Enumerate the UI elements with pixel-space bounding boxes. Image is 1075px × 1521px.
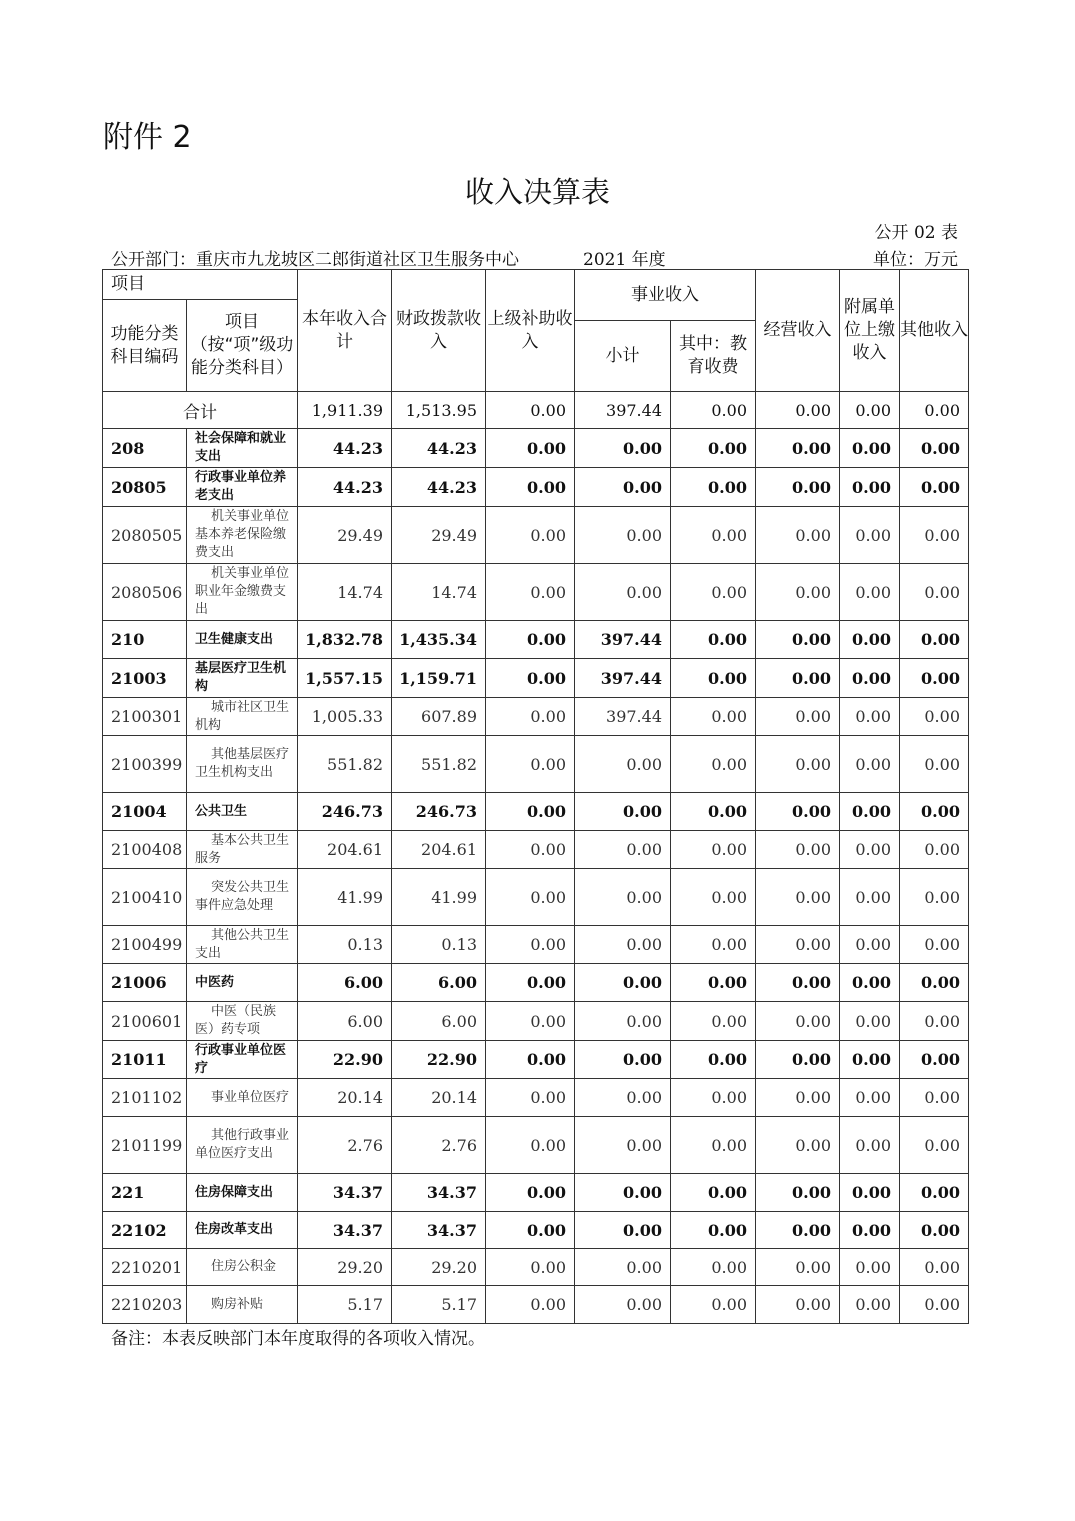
- row-code: 2080505: [103, 507, 187, 564]
- row-value: 0.00: [575, 964, 671, 1002]
- total-value: 0.00: [486, 392, 575, 429]
- row-value: 0.00: [840, 736, 900, 793]
- table-row: [103, 1117, 969, 1174]
- row-value: 0.00: [756, 429, 840, 468]
- row-value: 0.00: [671, 831, 756, 869]
- row-name: 社会保障和就业支出: [187, 429, 298, 468]
- row-code: 2101102: [103, 1079, 187, 1117]
- row-value: 0.00: [486, 1079, 575, 1117]
- row-value: 0.00: [486, 964, 575, 1002]
- row-value: 0.00: [671, 1286, 756, 1324]
- table-body: [103, 270, 969, 1324]
- row-value: 0.00: [671, 736, 756, 793]
- row-code: 21003: [103, 659, 187, 698]
- row-name: 机关事业单位职业年金缴费支出: [187, 564, 298, 621]
- row-value: 0.00: [575, 1079, 671, 1117]
- row-value: 0.00: [900, 564, 969, 621]
- header-affiliated: 附属单位上缴收入: [840, 270, 900, 392]
- row-value: 44.23: [298, 468, 392, 507]
- table-row: [103, 1286, 969, 1324]
- row-value: 0.13: [298, 926, 392, 964]
- row-value: 0.00: [840, 831, 900, 869]
- row-value: 0.00: [756, 621, 840, 659]
- total-value: 0.00: [756, 392, 840, 429]
- row-name: 卫生健康支出: [187, 621, 298, 659]
- row-name: 住房公积金: [187, 1249, 298, 1286]
- row-name: 其他行政事业单位医疗支出: [187, 1117, 298, 1174]
- row-value: 0.00: [671, 1002, 756, 1041]
- row-value: 0.00: [756, 1117, 840, 1174]
- row-value: 0.00: [575, 1002, 671, 1041]
- row-value: 0.00: [900, 621, 969, 659]
- row-value: 0.00: [671, 468, 756, 507]
- table-row: [103, 1079, 969, 1117]
- row-value: 0.00: [900, 507, 969, 564]
- row-value: 0.00: [756, 964, 840, 1002]
- row-name: 中医药: [187, 964, 298, 1002]
- table-row: [103, 926, 969, 964]
- row-value: 0.00: [840, 1079, 900, 1117]
- row-value: 0.00: [900, 1041, 969, 1079]
- row-value: 0.00: [486, 429, 575, 468]
- row-value: 0.00: [756, 1079, 840, 1117]
- row-value: 0.00: [575, 736, 671, 793]
- row-value: 0.00: [840, 964, 900, 1002]
- row-value: 5.17: [392, 1286, 486, 1324]
- row-value: 0.00: [900, 736, 969, 793]
- total-value: 1,911.39: [298, 392, 392, 429]
- row-value: 0.00: [840, 1117, 900, 1174]
- row-value: 0.00: [900, 1286, 969, 1324]
- row-value: 0.00: [486, 1117, 575, 1174]
- row-value: 0.00: [900, 1117, 969, 1174]
- row-name: 中医（民族医）药专项: [187, 1002, 298, 1041]
- row-value: 0.00: [900, 1002, 969, 1041]
- row-value: 0.00: [671, 793, 756, 831]
- header-superior: 上级补助收入: [486, 270, 575, 392]
- row-code: 208: [103, 429, 187, 468]
- row-value: 6.00: [392, 1002, 486, 1041]
- row-value: 0.00: [840, 1002, 900, 1041]
- form-number: 公开 02 表: [874, 223, 958, 243]
- row-value: 0.13: [392, 926, 486, 964]
- row-value: 0.00: [575, 1286, 671, 1324]
- row-name: 机关事业单位基本养老保险缴费支出: [187, 507, 298, 564]
- row-value: 551.82: [392, 736, 486, 793]
- row-value: 0.00: [840, 564, 900, 621]
- row-value: 14.74: [298, 564, 392, 621]
- header-fiscal: 财政拨款收入: [392, 270, 486, 392]
- row-value: 0.00: [756, 507, 840, 564]
- total-value: 397.44: [575, 392, 671, 429]
- header-project: 项目: [103, 270, 298, 300]
- row-code: 2210201: [103, 1249, 187, 1286]
- row-value: 397.44: [575, 621, 671, 659]
- row-value: 0.00: [486, 1249, 575, 1286]
- row-value: 0.00: [575, 869, 671, 926]
- row-code: 210: [103, 621, 187, 659]
- header-business: 事业收入: [575, 270, 756, 321]
- total-value: 0.00: [900, 392, 969, 429]
- row-value: 0.00: [486, 507, 575, 564]
- table-row: [103, 793, 969, 831]
- row-value: 0.00: [575, 1117, 671, 1174]
- row-value: 44.23: [298, 429, 392, 468]
- row-code: 2210203: [103, 1286, 187, 1324]
- header-total: 本年收入合计: [298, 270, 392, 392]
- row-value: 0.00: [840, 659, 900, 698]
- row-value: 0.00: [486, 736, 575, 793]
- row-value: 14.74: [392, 564, 486, 621]
- row-value: 0.00: [575, 1212, 671, 1249]
- row-value: 0.00: [671, 1212, 756, 1249]
- row-value: 0.00: [900, 1212, 969, 1249]
- table-row: [103, 507, 969, 564]
- row-code: 221: [103, 1174, 187, 1212]
- table-row: [103, 869, 969, 926]
- row-value: 0.00: [756, 831, 840, 869]
- row-value: 0.00: [840, 698, 900, 736]
- row-value: 0.00: [840, 468, 900, 507]
- row-value: 246.73: [298, 793, 392, 831]
- row-code: 2100399: [103, 736, 187, 793]
- row-value: 20.14: [298, 1079, 392, 1117]
- row-value: 0.00: [575, 564, 671, 621]
- row-name: 行政事业单位医疗: [187, 1041, 298, 1079]
- row-value: 6.00: [392, 964, 486, 1002]
- row-value: 0.00: [486, 659, 575, 698]
- row-name: 突发公共卫生事件应急处理: [187, 869, 298, 926]
- row-value: 1,832.78: [298, 621, 392, 659]
- row-value: 0.00: [671, 964, 756, 1002]
- row-value: 0.00: [900, 1174, 969, 1212]
- row-value: 0.00: [671, 1041, 756, 1079]
- row-value: 44.23: [392, 429, 486, 468]
- row-value: 0.00: [671, 621, 756, 659]
- row-value: 0.00: [900, 926, 969, 964]
- row-name: 公共卫生: [187, 793, 298, 831]
- row-value: 29.49: [392, 507, 486, 564]
- row-value: 0.00: [756, 736, 840, 793]
- row-value: 1,557.15: [298, 659, 392, 698]
- row-value: 0.00: [900, 1079, 969, 1117]
- total-value: 1,513.95: [392, 392, 486, 429]
- row-value: 0.00: [671, 1174, 756, 1212]
- row-value: 0.00: [900, 698, 969, 736]
- row-value: 0.00: [840, 1174, 900, 1212]
- row-value: 0.00: [900, 793, 969, 831]
- row-value: 0.00: [486, 831, 575, 869]
- year-label: 2021 年度: [583, 250, 666, 270]
- row-value: 34.37: [298, 1212, 392, 1249]
- row-value: 22.90: [298, 1041, 392, 1079]
- header-name: 项目（按“项”级功能分类科目）: [187, 300, 298, 392]
- row-value: 20.14: [392, 1079, 486, 1117]
- row-value: 0.00: [486, 621, 575, 659]
- row-value: 44.23: [392, 468, 486, 507]
- row-value: 34.37: [392, 1212, 486, 1249]
- row-value: 29.20: [298, 1249, 392, 1286]
- row-name: 城市社区卫生机构: [187, 698, 298, 736]
- table-row: [103, 429, 969, 468]
- row-value: 0.00: [756, 926, 840, 964]
- table-row: [103, 564, 969, 621]
- row-value: 0.00: [900, 659, 969, 698]
- row-value: 34.37: [392, 1174, 486, 1212]
- row-value: 0.00: [575, 926, 671, 964]
- row-value: 29.20: [392, 1249, 486, 1286]
- total-value: 0.00: [840, 392, 900, 429]
- row-value: 0.00: [900, 831, 969, 869]
- row-name: 住房保障支出: [187, 1174, 298, 1212]
- row-value: 0.00: [671, 1079, 756, 1117]
- row-value: 0.00: [756, 1174, 840, 1212]
- row-code: 20805: [103, 468, 187, 507]
- table-row: [103, 736, 969, 793]
- row-value: 0.00: [671, 564, 756, 621]
- row-value: 0.00: [486, 869, 575, 926]
- row-value: 0.00: [486, 1174, 575, 1212]
- row-value: 0.00: [840, 1212, 900, 1249]
- row-value: 0.00: [756, 659, 840, 698]
- row-value: 0.00: [671, 1117, 756, 1174]
- row-value: 0.00: [671, 926, 756, 964]
- table-row: [103, 621, 969, 659]
- row-value: 0.00: [575, 831, 671, 869]
- row-value: 2.76: [298, 1117, 392, 1174]
- row-value: 1,435.34: [392, 621, 486, 659]
- table-row: [103, 468, 969, 507]
- row-code: 21006: [103, 964, 187, 1002]
- row-value: 0.00: [900, 964, 969, 1002]
- row-name: 购房补贴: [187, 1286, 298, 1324]
- row-value: 0.00: [575, 1174, 671, 1212]
- row-value: 551.82: [298, 736, 392, 793]
- row-value: 0.00: [840, 926, 900, 964]
- header-education: 其中：教育收费: [671, 321, 756, 392]
- row-value: 0.00: [575, 1041, 671, 1079]
- row-code: 2101199: [103, 1117, 187, 1174]
- total-row: [103, 392, 969, 429]
- row-value: 29.49: [298, 507, 392, 564]
- unit-label: 单位：万元: [873, 250, 958, 270]
- row-code: 2100301: [103, 698, 187, 736]
- header-subtotal: 小计: [575, 321, 671, 392]
- row-value: 0.00: [756, 1249, 840, 1286]
- row-value: 0.00: [671, 869, 756, 926]
- table-row: [103, 1249, 969, 1286]
- total-label: 合计: [103, 392, 298, 429]
- row-value: 6.00: [298, 964, 392, 1002]
- row-value: 0.00: [486, 1212, 575, 1249]
- row-code: 2100499: [103, 926, 187, 964]
- row-value: 0.00: [671, 1249, 756, 1286]
- row-code: 21011: [103, 1041, 187, 1079]
- row-value: 2.76: [392, 1117, 486, 1174]
- row-value: 0.00: [756, 869, 840, 926]
- table-row: [103, 1212, 969, 1249]
- row-value: 0.00: [486, 1002, 575, 1041]
- row-name: 基层医疗卫生机构: [187, 659, 298, 698]
- row-value: 1,159.71: [392, 659, 486, 698]
- row-name: 住房改革支出: [187, 1212, 298, 1249]
- row-value: 0.00: [840, 429, 900, 468]
- row-value: 0.00: [840, 507, 900, 564]
- header-code: 功能分类科目编码: [103, 300, 187, 392]
- income-table: [102, 269, 969, 1324]
- row-value: 0.00: [840, 621, 900, 659]
- row-value: 607.89: [392, 698, 486, 736]
- row-value: 0.00: [840, 1286, 900, 1324]
- row-value: 0.00: [486, 468, 575, 507]
- row-value: 0.00: [840, 1041, 900, 1079]
- row-value: 246.73: [392, 793, 486, 831]
- row-code: 2100408: [103, 831, 187, 869]
- row-value: 0.00: [486, 564, 575, 621]
- row-value: 0.00: [575, 793, 671, 831]
- row-value: 0.00: [840, 869, 900, 926]
- row-value: 0.00: [486, 926, 575, 964]
- table-row: [103, 1041, 969, 1079]
- row-value: 0.00: [756, 468, 840, 507]
- row-code: 21004: [103, 793, 187, 831]
- row-value: 41.99: [298, 869, 392, 926]
- row-value: 0.00: [756, 1041, 840, 1079]
- row-value: 0.00: [756, 793, 840, 831]
- row-value: 0.00: [840, 1249, 900, 1286]
- attachment-label: 附件 2: [103, 120, 192, 155]
- row-name: 基本公共卫生服务: [187, 831, 298, 869]
- row-value: 0.00: [900, 1249, 969, 1286]
- page-title: 收入决算表: [464, 175, 610, 209]
- row-name: 其他公共卫生支出: [187, 926, 298, 964]
- table-row: [103, 698, 969, 736]
- row-name: 其他基层医疗卫生机构支出: [187, 736, 298, 793]
- row-value: 0.00: [756, 1286, 840, 1324]
- row-value: 0.00: [575, 1249, 671, 1286]
- row-value: 6.00: [298, 1002, 392, 1041]
- row-value: 22.90: [392, 1041, 486, 1079]
- row-value: 204.61: [298, 831, 392, 869]
- row-value: 0.00: [671, 507, 756, 564]
- row-value: 0.00: [900, 869, 969, 926]
- row-value: 1,005.33: [298, 698, 392, 736]
- row-value: 0.00: [486, 1286, 575, 1324]
- row-value: 0.00: [756, 1002, 840, 1041]
- table-row: [103, 659, 969, 698]
- row-code: 2100601: [103, 1002, 187, 1041]
- row-value: 0.00: [671, 429, 756, 468]
- row-value: 0.00: [575, 507, 671, 564]
- row-value: 0.00: [840, 793, 900, 831]
- row-value: 0.00: [486, 793, 575, 831]
- row-value: 0.00: [671, 698, 756, 736]
- row-value: 0.00: [756, 564, 840, 621]
- row-value: 0.00: [671, 659, 756, 698]
- row-value: 0.00: [486, 698, 575, 736]
- row-code: 22102: [103, 1212, 187, 1249]
- header-operating: 经营收入: [756, 270, 840, 392]
- row-value: 5.17: [298, 1286, 392, 1324]
- row-code: 2100410: [103, 869, 187, 926]
- row-value: 34.37: [298, 1174, 392, 1212]
- row-value: 204.61: [392, 831, 486, 869]
- table-row: [103, 964, 969, 1002]
- department-label: 公开部门：重庆市九龙坡区二郎街道社区卫生服务中心: [111, 250, 519, 270]
- row-value: 0.00: [900, 468, 969, 507]
- row-value: 0.00: [756, 698, 840, 736]
- row-value: 397.44: [575, 698, 671, 736]
- row-value: 0.00: [575, 468, 671, 507]
- row-value: 0.00: [756, 1212, 840, 1249]
- row-name: 行政事业单位养老支出: [187, 468, 298, 507]
- row-value: 41.99: [392, 869, 486, 926]
- header-other: 其他收入: [900, 270, 969, 392]
- row-name: 事业单位医疗: [187, 1079, 298, 1117]
- row-code: 2080506: [103, 564, 187, 621]
- table-row: [103, 1002, 969, 1041]
- row-value: 0.00: [575, 429, 671, 468]
- row-value: 397.44: [575, 659, 671, 698]
- row-value: 0.00: [900, 429, 969, 468]
- table-row: [103, 1174, 969, 1212]
- footnote: 备注：本表反映部门本年度取得的各项收入情况。: [111, 1329, 485, 1349]
- table-row: [103, 831, 969, 869]
- total-value: 0.00: [671, 392, 756, 429]
- row-value: 0.00: [486, 1041, 575, 1079]
